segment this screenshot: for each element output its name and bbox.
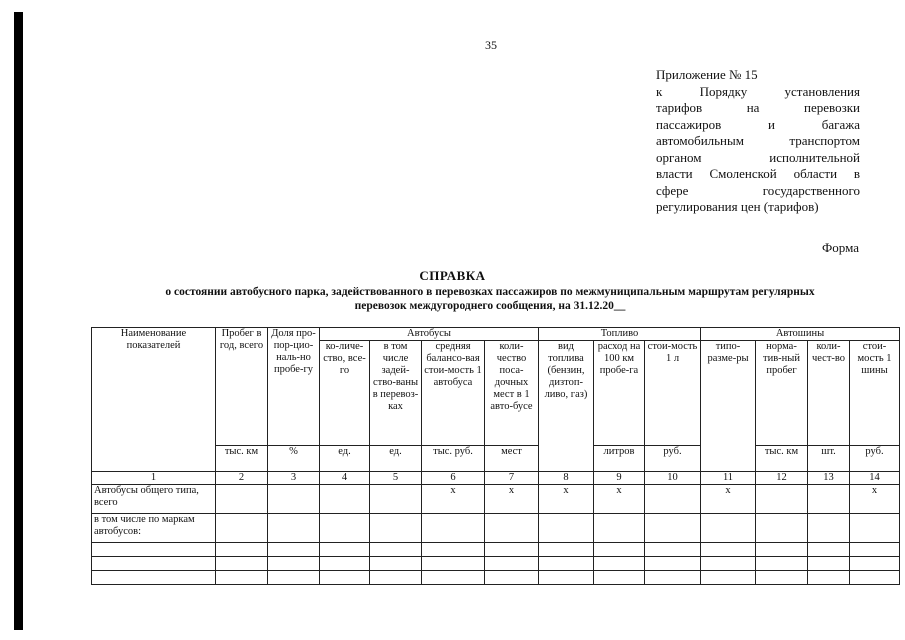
column-number: 2	[216, 472, 268, 485]
table-cell	[539, 543, 594, 557]
table-cell: х	[850, 485, 900, 514]
unit-seats: мест	[485, 446, 539, 472]
header-fuel-cost: стои-мость 1 л	[645, 341, 701, 446]
table-cell	[320, 485, 370, 514]
table-cell	[808, 485, 850, 514]
appendix-line: к Порядку установления	[656, 83, 860, 99]
table-cell	[320, 571, 370, 585]
table-cell	[539, 514, 594, 543]
unit-bus-count: ед.	[320, 446, 370, 472]
table-cell	[701, 543, 756, 557]
table-cell	[92, 543, 216, 557]
table-cell	[701, 571, 756, 585]
appendix-line: пассажиров и багажа	[656, 116, 860, 132]
table-cell	[485, 571, 539, 585]
column-number: 4	[320, 472, 370, 485]
table-row	[92, 543, 900, 557]
table-cell	[850, 514, 900, 543]
table-cell	[850, 543, 900, 557]
column-number: 6	[422, 472, 485, 485]
unit-bus-value: тыс. руб.	[422, 446, 485, 472]
table-cell	[850, 557, 900, 571]
column-number: 13	[808, 472, 850, 485]
unit-fuel-consumption: литров	[594, 446, 645, 472]
table-cell	[216, 514, 268, 543]
column-number: 7	[485, 472, 539, 485]
column-number: 5	[370, 472, 422, 485]
table-cell	[268, 557, 320, 571]
table-cell	[422, 543, 485, 557]
table-cell	[594, 557, 645, 571]
table-cell	[594, 543, 645, 557]
header-fuel-consumption: расход на 100 км пробе-га	[594, 341, 645, 446]
table-cell	[701, 557, 756, 571]
table-cell	[370, 557, 422, 571]
header-indicator-name: Наименование показателей	[92, 328, 216, 472]
table-cell	[422, 514, 485, 543]
subtitle-line-2: перевозок междугороднего сообщения, на 31.12.20__	[354, 300, 626, 312]
table-cell	[320, 543, 370, 557]
header-mileage: Пробег в год, всего	[216, 328, 268, 446]
column-number: 14	[850, 472, 900, 485]
column-number: 9	[594, 472, 645, 485]
table-cell	[370, 514, 422, 543]
table-cell	[320, 514, 370, 543]
header-bus-in-use: в том числе задей-ство-ваны в перевоз-ках	[370, 341, 422, 446]
column-number: 1	[92, 472, 216, 485]
row-label: в том числе по маркам автобусов:	[92, 514, 216, 543]
document-subtitle	[120, 285, 860, 313]
table-cell	[539, 557, 594, 571]
header-tire-count: коли-чест-во	[808, 341, 850, 446]
table-row	[92, 571, 900, 585]
subtitle-line-1: о состоянии автобусного парка, задействованного в перевозках пассажиров по межмуниципальным маршрутам регулярных	[165, 286, 815, 298]
header-tire-mileage: норма-тив-ный пробег	[756, 341, 808, 446]
column-number: 8	[539, 472, 594, 485]
unit-fuel-cost: руб.	[645, 446, 701, 472]
page-number: 35	[485, 38, 497, 52]
binding-bar	[14, 12, 23, 630]
unit-bus-in-use: ед.	[370, 446, 422, 472]
table-cell	[645, 485, 701, 514]
table-cell	[268, 485, 320, 514]
header-tire-size: типо-разме-ры	[701, 341, 756, 472]
row-label: Автобусы общего типа, всего	[92, 485, 216, 514]
table-cell	[370, 485, 422, 514]
table-cell	[422, 557, 485, 571]
header-share: Доля про-пор-цио-наль-но пробе-гу	[268, 328, 320, 446]
table-cell	[320, 557, 370, 571]
table-cell	[370, 543, 422, 557]
table-cell	[808, 543, 850, 557]
table-cell	[850, 571, 900, 585]
table-cell	[92, 557, 216, 571]
column-number: 10	[645, 472, 701, 485]
unit-mileage: тыс. км	[216, 446, 268, 472]
table-cell: х	[422, 485, 485, 514]
unit-tire-cost: руб.	[850, 446, 900, 472]
table-row	[92, 485, 900, 514]
table-cell	[539, 571, 594, 585]
table-cell	[216, 485, 268, 514]
table-cell	[645, 514, 701, 543]
table-cell	[216, 571, 268, 585]
appendix-line: Приложение № 15	[656, 67, 758, 82]
group-tires: Автошины	[701, 328, 900, 341]
table-cell	[594, 514, 645, 543]
column-numbers-row	[92, 472, 900, 485]
header-seats: коли-чество поса-дочных мест в 1 авто-бусе	[485, 341, 539, 446]
report-table	[91, 327, 900, 585]
header-bus-value: средняя балансо-вая стои-мость 1 автобуса	[422, 341, 485, 446]
appendix-line: органом исполнительной	[656, 149, 860, 165]
table-cell	[370, 571, 422, 585]
group-buses: Автобусы	[320, 328, 539, 341]
table-cell	[216, 543, 268, 557]
table-cell	[268, 514, 320, 543]
table-cell	[756, 557, 808, 571]
table-cell	[808, 514, 850, 543]
table-row	[92, 514, 900, 543]
table-cell	[92, 571, 216, 585]
table-cell: х	[701, 485, 756, 514]
table-cell	[485, 557, 539, 571]
column-number: 12	[756, 472, 808, 485]
table-cell	[216, 557, 268, 571]
header-bus-count: ко-личе-ство, все-го	[320, 341, 370, 446]
table-cell	[756, 485, 808, 514]
table-cell: х	[485, 485, 539, 514]
table-cell	[756, 514, 808, 543]
unit-tire-count: шт.	[808, 446, 850, 472]
appendix-line: автомобильным транспортом	[656, 133, 860, 148]
column-number: 11	[701, 472, 756, 485]
form-label: Форма	[822, 240, 859, 255]
appendix-line: регулирования цен (тарифов)	[656, 199, 819, 214]
document-title: СПРАВКА	[419, 268, 486, 283]
table-cell	[756, 543, 808, 557]
unit-share: %	[268, 446, 320, 472]
table-cell	[485, 514, 539, 543]
group-fuel: Топливо	[539, 328, 701, 341]
table-cell	[485, 543, 539, 557]
table-cell	[645, 571, 701, 585]
table-cell	[701, 514, 756, 543]
table-cell: х	[539, 485, 594, 514]
table-cell	[594, 571, 645, 585]
table-cell	[645, 557, 701, 571]
appendix-line: власти Смоленской области в	[656, 166, 860, 181]
table-cell	[808, 571, 850, 585]
appendix-block	[656, 67, 860, 216]
table-cell	[756, 571, 808, 585]
table-cell	[268, 571, 320, 585]
column-number: 3	[268, 472, 320, 485]
header-fuel-type: вид топлива (бензин, дизтоп-ливо, газ)	[539, 341, 594, 472]
table-row	[92, 557, 900, 571]
appendix-line: сфере государственного	[656, 182, 860, 198]
header-tire-cost: стои-мость 1 шины	[850, 341, 900, 446]
table-cell	[645, 543, 701, 557]
table-cell	[268, 543, 320, 557]
appendix-line: тарифов на перевозки	[656, 100, 860, 115]
table-cell	[808, 557, 850, 571]
unit-tire-mileage: тыс. км	[756, 446, 808, 472]
table-cell	[422, 571, 485, 585]
table-cell: х	[594, 485, 645, 514]
